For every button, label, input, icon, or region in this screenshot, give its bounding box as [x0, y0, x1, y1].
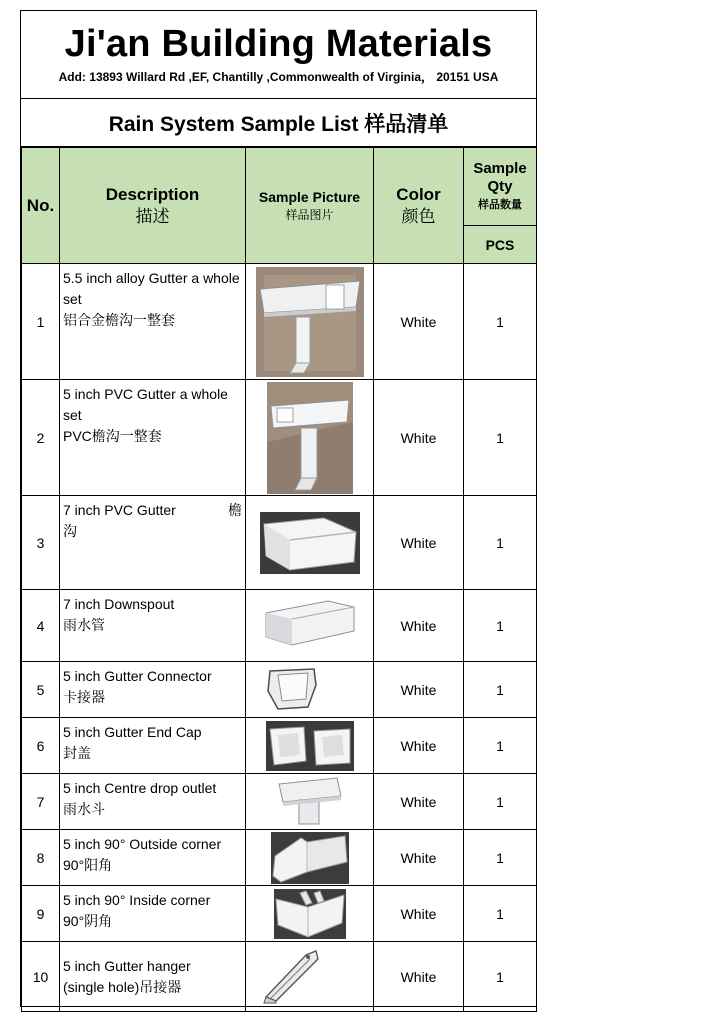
row-picture — [246, 496, 374, 590]
row-color: White — [374, 662, 464, 718]
row-qty: 1 — [464, 718, 537, 774]
sample-table — [21, 147, 537, 1012]
row-picture — [246, 942, 374, 1012]
alloy-gutter-set-photo — [256, 267, 364, 377]
row-qty: 1 — [464, 380, 537, 496]
row-description-zh: 雨水斗 — [63, 801, 105, 817]
table-row — [22, 662, 537, 718]
row-picture — [246, 590, 374, 662]
row-description-en: 7 inch Downspout — [63, 596, 175, 612]
row-number: 5 — [22, 662, 60, 718]
row-description-en: 5 inch Centre drop outlet — [63, 780, 217, 796]
row-qty: 1 — [464, 886, 537, 942]
row-description — [60, 774, 246, 830]
row-description — [60, 590, 246, 662]
table-row — [22, 496, 537, 590]
row-number: 1 — [22, 264, 60, 380]
row-picture — [246, 718, 374, 774]
row-description-en: 5 inch PVC Gutter a whole set — [63, 386, 228, 423]
header-description — [60, 148, 246, 264]
sheet-title: Rain System Sample List 样品清单 — [21, 99, 536, 147]
table-row — [22, 380, 537, 496]
row-number: 4 — [22, 590, 60, 662]
row-description — [60, 886, 246, 942]
row-color: White — [374, 830, 464, 886]
row-description-zh: 90°阳角 — [63, 857, 113, 873]
row-number: 9 — [22, 886, 60, 942]
pvc-gutter-set-photo — [267, 382, 353, 494]
row-color: White — [374, 886, 464, 942]
row-description-zh-part1: 檐 — [228, 502, 242, 518]
row-description-en: 7 inch PVC Gutter — [63, 502, 176, 518]
row-number: 10 — [22, 942, 60, 1012]
row-qty: 1 — [464, 942, 537, 1012]
row-description — [60, 264, 246, 380]
inside-corner-photo — [274, 889, 346, 939]
row-qty: 1 — [464, 264, 537, 380]
table-row — [22, 774, 537, 830]
row-description-en: 5 inch 90° Inside corner — [63, 892, 211, 908]
table-row — [22, 264, 537, 380]
table-row — [22, 830, 537, 886]
row-description — [60, 830, 246, 886]
row-description — [60, 942, 246, 1012]
row-color: White — [374, 718, 464, 774]
pvc-gutter-photo — [260, 512, 360, 574]
header-color-zh: 颜色 — [401, 206, 436, 226]
row-qty: 1 — [464, 662, 537, 718]
table-row — [22, 590, 537, 662]
company-name: Ji'an Building Materials — [64, 23, 493, 65]
row-picture — [246, 264, 374, 380]
header-description-zh: 描述 — [135, 206, 170, 226]
company-address: Add: 13893 Willard Rd ,EF, Chantilly ,Commonwealth of Virginia， 20151 USA — [58, 70, 499, 84]
table-row — [22, 942, 537, 1012]
row-description — [60, 380, 246, 496]
header-picture-en: Sample Picture — [258, 188, 361, 205]
row-description-zh: 封盖 — [63, 745, 91, 761]
row-picture — [246, 380, 374, 496]
header-row — [22, 148, 537, 226]
outside-corner-photo — [271, 832, 349, 884]
row-number: 2 — [22, 380, 60, 496]
row-description-line — [63, 500, 242, 521]
header-qty — [464, 148, 537, 226]
header-color-en: Color — [396, 184, 441, 204]
row-number: 8 — [22, 830, 60, 886]
company-header — [21, 11, 536, 99]
header-description-en: Description — [105, 184, 200, 204]
row-description-zh: 雨水管 — [63, 617, 105, 633]
row-description-zh: 铝合金檐沟一整套 — [63, 312, 175, 328]
row-description-zh: (single hole)吊接器 — [63, 979, 182, 995]
row-description-zh: 卡接器 — [63, 689, 105, 705]
row-description-en: 5 inch Gutter Connector — [63, 668, 212, 684]
drop-outlet-photo — [277, 776, 343, 828]
header-qty-en: Sample Qty — [473, 159, 527, 195]
header-qty-zh: 样品数量 — [478, 198, 522, 211]
row-picture — [246, 662, 374, 718]
row-description-zh: PVC檐沟一整套 — [63, 428, 162, 444]
row-color: White — [374, 496, 464, 590]
row-qty: 1 — [464, 774, 537, 830]
row-qty: 1 — [464, 830, 537, 886]
row-description-zh: 90°阴角 — [63, 913, 113, 929]
header-unit: PCS — [464, 226, 537, 264]
row-number: 3 — [22, 496, 60, 590]
row-description-en: 5 inch 90° Outside corner — [63, 836, 222, 852]
row-description-en: 5 inch Gutter hanger — [63, 958, 191, 974]
row-description — [60, 662, 246, 718]
row-color: White — [374, 774, 464, 830]
header-color — [374, 148, 464, 264]
table-row — [22, 886, 537, 942]
header-picture — [246, 148, 374, 264]
row-description — [60, 496, 246, 590]
row-picture — [246, 886, 374, 942]
row-description-en: 5.5 inch alloy Gutter a whole set — [63, 270, 240, 307]
row-number: 7 — [22, 774, 60, 830]
downspout-photo — [264, 597, 356, 655]
row-color: White — [374, 590, 464, 662]
row-color: White — [374, 942, 464, 1012]
row-description — [60, 718, 246, 774]
row-qty: 1 — [464, 496, 537, 590]
row-color: White — [374, 380, 464, 496]
row-number: 6 — [22, 718, 60, 774]
row-picture — [246, 774, 374, 830]
gutter-connector-photo — [264, 665, 322, 715]
gutter-hanger-photo — [262, 949, 322, 1005]
row-qty: 1 — [464, 590, 537, 662]
row-picture — [246, 830, 374, 886]
table-row — [22, 718, 537, 774]
header-picture-zh: 样品图片 — [285, 207, 334, 222]
row-description-en: 5 inch Gutter End Cap — [63, 724, 202, 740]
row-description-zh-part2: 沟 — [63, 523, 77, 539]
header-no: No. — [22, 148, 60, 264]
sample-list-sheet — [20, 10, 537, 1007]
end-cap-photo — [266, 721, 354, 771]
row-color: White — [374, 264, 464, 380]
